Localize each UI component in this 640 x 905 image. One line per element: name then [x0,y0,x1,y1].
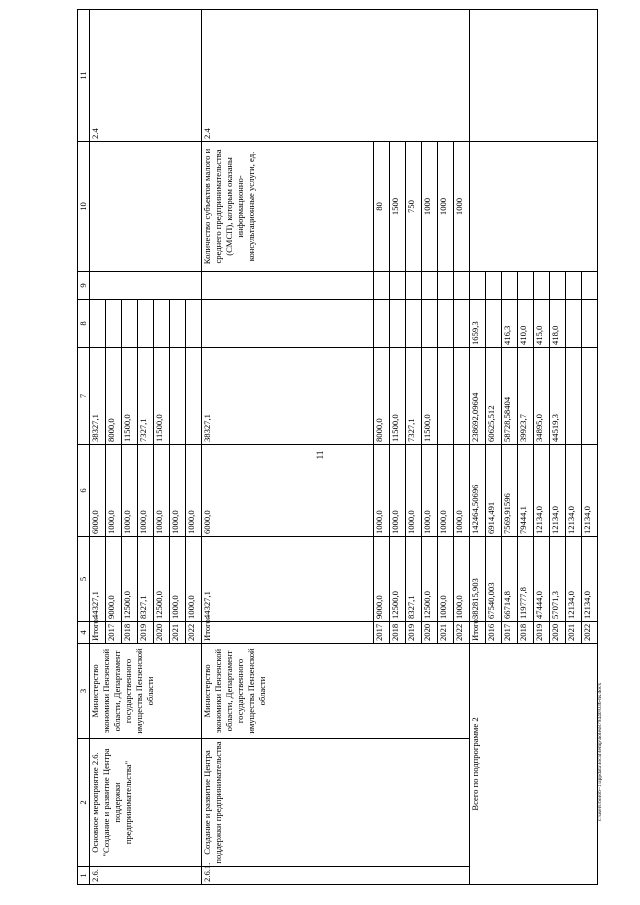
cell-col9 [470,272,486,300]
cell-total: 12134,0 [566,537,582,622]
year-cell: 2017 [502,622,518,644]
cell-federal: 39923,7 [518,348,534,445]
cell-total: 12134,0 [582,537,598,622]
cell-other [138,300,154,348]
cell-federal: 8000,0 [106,348,122,445]
year-cell: Итого: [202,622,374,644]
cell-regional: 12134,0 [534,445,550,537]
cell-total: 44327,1 [202,537,374,622]
cell-federal: 11500,0 [122,348,138,445]
cell-other: 418,0 [550,300,566,348]
cell-col9 [438,272,454,300]
col-header: 1 [78,867,90,885]
cell-regional: 1000,0 [170,445,186,537]
cell-col9 [566,272,582,300]
col-header: 6 [78,445,90,537]
cell-federal [582,348,598,445]
cell-other [422,300,438,348]
cell-col9 [422,272,438,300]
cell-regional: 12134,0 [550,445,566,537]
year-cell: 2016 [486,622,502,644]
cell-regional: 12134,0 [566,445,582,537]
cell-regional: 1000,0 [390,445,406,537]
year-cell: Итого: [470,622,486,644]
cell-other [438,300,454,348]
cell-federal: 7327,1 [406,348,422,445]
cell-total: 44327,1 [90,537,106,622]
indicator-value: 1000 [438,142,454,272]
cell-other: 1659,3 [470,300,486,348]
cell-federal: 8000,0 [374,348,390,445]
cell-col9 [374,272,390,300]
cell-col9 [406,272,422,300]
year-cell: 2019 [406,622,422,644]
subprogram-total-label: Всего по подпрограмме 2 [470,644,598,885]
cell-col9 [454,272,470,300]
cell-other: 416,3 [502,300,518,348]
indicator-value: 1000 [454,142,470,272]
year-cell: 2019 [138,622,154,644]
cell-col9 [486,272,502,300]
year-cell: 2020 [550,622,566,644]
cell-total: 1000,0 [170,537,186,622]
executor: Министерство экономики Пензенской области, Департамент государственного имущества Пензенской области [202,644,470,739]
col-header: 11 [78,10,90,142]
col-header: 4 [78,622,90,644]
col-header: 10 [78,142,90,272]
activity-name: Основное мероприятие 2.6. "Создание и развитие Центра поддержки предпринимательства" [90,739,202,867]
indicator [90,142,202,272]
year-cell: 2019 [534,622,550,644]
cell-regional: 1000,0 [122,445,138,537]
cell-federal: 11500,0 [154,348,170,445]
cell-regional: 1000,0 [406,445,422,537]
cell-total: 119777,8 [518,537,534,622]
cell-total: 12500,0 [390,537,406,622]
year-cell: 2018 [518,622,534,644]
col-header: 2 [78,739,90,867]
indicator-value: 1500 [390,142,406,272]
cell-regional: 6914,491 [486,445,502,537]
cell-total: 66714,8 [502,537,518,622]
cell-other [374,300,390,348]
year-cell: 2021 [438,622,454,644]
year-cell: Итого: [90,622,106,644]
cell-federal: 58728,58404 [502,348,518,445]
cell-federal: 38327,1 [202,348,374,445]
cell-federal: 7327,1 [138,348,154,445]
cell-total: 382815,903 [470,537,486,622]
rotated-table-sheet [77,10,592,885]
col-header: 3 [78,644,90,739]
cell-other [202,300,374,348]
cell-regional: 142464,50696 [470,445,486,537]
program-table [77,9,598,885]
indicator-value: 1000 [422,142,438,272]
table-row [470,10,486,885]
cell-other [106,300,122,348]
cell-total: 1000,0 [438,537,454,622]
cell-total: 1000,0 [454,537,470,622]
cell-regional: 1000,0 [374,445,390,537]
cell-col10 [470,142,598,272]
year-cell: 2018 [122,622,138,644]
indicator-value: 80 [374,142,390,272]
cell-total: 12500,0 [122,537,138,622]
activity-name: Создание и развитие Центра поддержки предпринимательства [202,739,470,867]
year-cell: 2018 [390,622,406,644]
cell-regional: 1000,0 [106,445,122,537]
cell-federal [566,348,582,445]
cell-other: 415,0 [534,300,550,348]
col-header: 7 [78,348,90,445]
cell-other [566,300,582,348]
cell-total: 57071,3 [550,537,566,622]
cell-federal: 238692,09604 [470,348,486,445]
cell-regional: 1000,0 [438,445,454,537]
cell-other: 410,0 [518,300,534,348]
cell-other [454,300,470,348]
cell-federal: 38327,1 [90,348,106,445]
cell-federal: 34895,0 [534,348,550,445]
footer-file-path: c:\users\borob~1\appdata\local\temp\notes879440\036-ns.docx [597,682,603,822]
cell-federal: 44519,3 [550,348,566,445]
cell-col9 [582,272,598,300]
year-cell: 2022 [582,622,598,644]
col-header: 9 [78,272,90,300]
year-cell: 2017 [106,622,122,644]
executor: Министерство экономики Пензенской области, Департамент государственного имущества Пензенской области [90,644,202,739]
col-header: 5 [78,537,90,622]
cell-total: 67540,003 [486,537,502,622]
cell-other [154,300,170,348]
year-cell: 2022 [186,622,202,644]
cell-regional: 6000,0 [202,445,374,537]
col-header: 8 [78,300,90,348]
table-rotation-frame [77,10,592,885]
cell-regional: 1000,0 [154,445,170,537]
cell-col9 [390,272,406,300]
cell-col9 [518,272,534,300]
cell-other [582,300,598,348]
cell-federal: 60625,512 [486,348,502,445]
cell-federal: 11500,0 [390,348,406,445]
cell-total: 9000,0 [374,537,390,622]
cell-col9 [202,272,374,300]
cell-federal [170,348,186,445]
cell-other [90,300,106,348]
cell-total: 8327,1 [406,537,422,622]
page-number: 11 [315,450,325,460]
cell-regional: 79444,1 [518,445,534,537]
cell-other [170,300,186,348]
cell-other [122,300,138,348]
cell-federal [186,348,202,445]
cell-regional: 1000,0 [454,445,470,537]
cell-col9 [550,272,566,300]
indicator-ref: 2.4 [90,10,202,142]
year-cell: 2017 [374,622,390,644]
cell-federal [438,348,454,445]
table-row [202,10,374,885]
year-cell: 2021 [566,622,582,644]
cell-total: 47444,0 [534,537,550,622]
indicator: Количество субъектов малого и среднего предпринимательства (СМСП), которым оказаны информационно-консультационные услуги, ед. [202,142,374,272]
cell-federal [454,348,470,445]
cell-col11 [470,10,598,142]
year-cell: 2022 [454,622,470,644]
year-cell: 2020 [154,622,170,644]
cell-col9 [502,272,518,300]
cell-other [486,300,502,348]
indicator-value: 750 [406,142,422,272]
cell-regional: 1000,0 [422,445,438,537]
cell-total: 8327,1 [138,537,154,622]
cell-total: 9000,0 [106,537,122,622]
cell-col9 [90,272,202,300]
cell-regional: 1000,0 [186,445,202,537]
table-row [90,10,106,885]
cell-regional: 12134,0 [582,445,598,537]
cell-other [186,300,202,348]
cell-other [390,300,406,348]
cell-regional: 6000,0 [90,445,106,537]
cell-col9 [534,272,550,300]
cell-total: 12500,0 [154,537,170,622]
year-cell: 2020 [422,622,438,644]
column-number-row [78,10,90,885]
cell-regional: 1000,0 [138,445,154,537]
year-cell: 2021 [170,622,186,644]
cell-total: 1000,0 [186,537,202,622]
cell-federal: 11500,0 [422,348,438,445]
row-number: 2.6.1. [202,867,470,885]
indicator-ref: 2.4 [202,10,470,142]
cell-other [406,300,422,348]
row-number: 2.6. [90,867,202,885]
cell-total: 12500,0 [422,537,438,622]
cell-regional: 7569,91596 [502,445,518,537]
